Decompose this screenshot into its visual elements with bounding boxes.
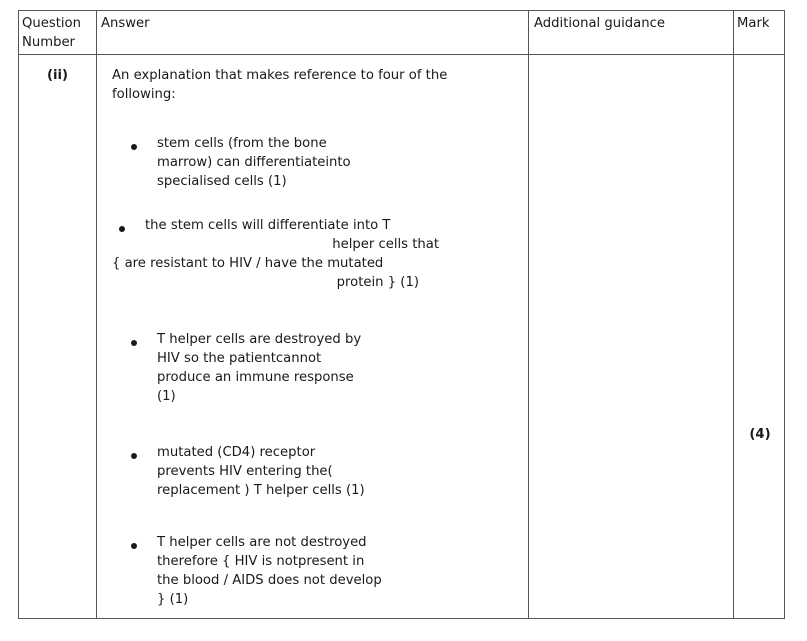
- mark-value: (4): [749, 427, 771, 442]
- answer-point-5-line: T helper cells are not destroyed: [157, 535, 367, 550]
- question-number: (ii): [46, 68, 69, 83]
- answer-point-2-line: protein } (1): [336, 275, 419, 290]
- answer-point-1-line: stem cells (from the bone: [157, 136, 327, 151]
- bullet-icon: [131, 144, 137, 150]
- answer-intro-line2: following:: [112, 87, 176, 102]
- answer-point-2-line: helper cells that: [332, 237, 439, 252]
- answer-point-3: [157, 330, 361, 406]
- answer-point-5-line: therefore { HIV is notpresent in: [157, 554, 365, 569]
- answer-point-5-line: } (1): [157, 592, 189, 607]
- answer-point-1: [157, 134, 351, 191]
- header-additional-guidance: Additional guidance: [534, 16, 665, 31]
- answer-point-2-line: { are resistant to HIV / have the mutated: [112, 256, 384, 271]
- bullet-icon: [119, 226, 125, 232]
- answer-point-4-line: mutated (CD4) receptor: [157, 445, 316, 460]
- answer-point-3-line: HIV so the patientcannot: [157, 351, 322, 366]
- mark-scheme-table: [18, 10, 785, 619]
- answer-point-4: [157, 443, 365, 500]
- column-divider: [528, 11, 529, 618]
- bullet-icon: [131, 543, 137, 549]
- answer-point-4-line: prevents HIV entering the(: [157, 464, 333, 479]
- answer-intro: [112, 66, 512, 104]
- answer-point-3-line: (1): [157, 389, 176, 404]
- bullet-icon: [131, 340, 137, 346]
- header-answer: Answer: [101, 16, 150, 31]
- header-question-number-line1: Question: [22, 16, 81, 31]
- answer-point-3-line: produce an immune response: [157, 370, 354, 385]
- bullet-icon: [131, 453, 137, 459]
- answer-point-3-line: T helper cells are destroyed by: [157, 332, 362, 347]
- answer-point-5: [157, 533, 382, 609]
- header-question-number-line2: Number: [22, 35, 75, 50]
- answer-intro-line1: An explanation that makes reference to four of the: [112, 68, 448, 83]
- answer-point-5-line: the blood / AIDS does not develop: [157, 573, 382, 588]
- header-divider: [19, 54, 784, 55]
- column-divider: [96, 11, 97, 618]
- answer-point-1-line: specialised cells (1): [157, 174, 287, 189]
- header-mark: Mark: [737, 16, 770, 31]
- answer-point-1-line: marrow) can differentiateinto: [157, 155, 351, 170]
- header-question-number: [22, 14, 96, 52]
- answer-point-4-line: replacement ) T helper cells (1): [157, 483, 365, 498]
- column-divider: [733, 11, 734, 618]
- answer-point-2-line: the stem cells will differentiate into T: [145, 218, 391, 233]
